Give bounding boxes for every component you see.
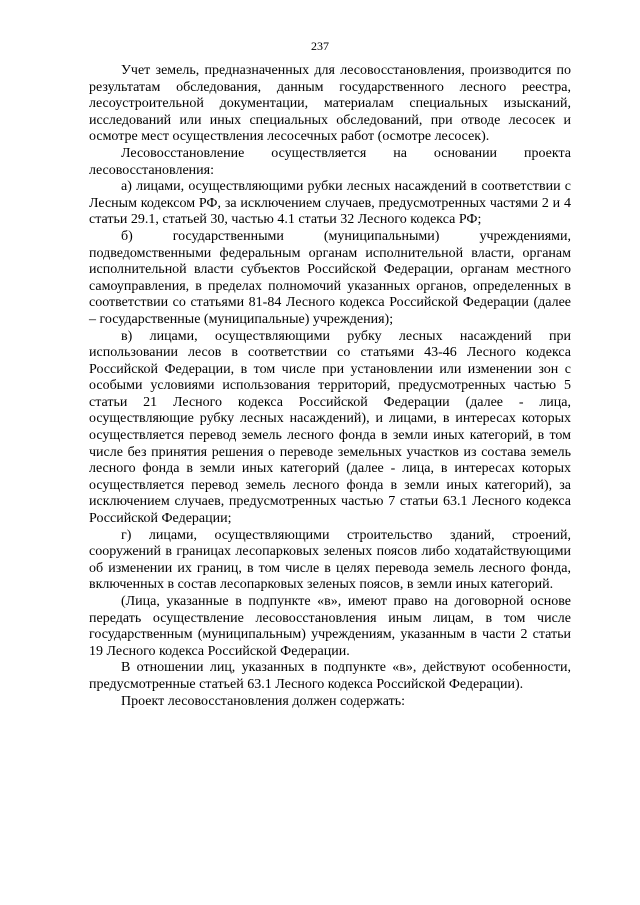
- paragraph-reforestation-basis: Лесовосстановление осуществляется на основании проекта лесовосстановления:: [89, 145, 571, 178]
- list-item-b: б) государственными (муниципальными) учреждениями, подведомственными федеральным органам исполнительной власти, органам исполнительной власти субъектов Российской Федерации, органам местного самоуправления, в пределах полномочий указанных органов, определенных в соответствии со статьями 81-84 Лесного кодекса Российской Федерации (далее – государственные (муниципальные) учреждения);: [89, 228, 571, 327]
- list-item-a: а) лицами, осуществляющими рубки лесных насаждений в соответствии с Лесным кодексом РФ, за исключением случаев, предусмотренных частями 2 и 4 статьи 29.1, статьей 30, частью 4.1 статьи 32 Лесного кодекса РФ;: [89, 179, 571, 228]
- page-number: 237: [311, 39, 329, 53]
- paragraph-note-specifics: В отношении лиц, указанных в подпункте «в», действуют особенности, предусмотренные статьей 63.1 Лесного кодекса Российской Федерации).: [89, 660, 571, 692]
- document-body: [89, 63, 571, 710]
- paragraph-note-rights: (Лица, указанные в подпункте «в», имеют право на договорной основе передать осуществление лесовосстановления иным лицам, в том числе государственным (муниципальным) учреждениям, указанным в части 2 статьи 19 Лесного кодекса Российской Федерации.: [89, 594, 571, 659]
- list-item-v: в) лицами, осуществляющими рубку лесных насаждений при использовании лесов в соответствии со статьями 43-46 Лесного кодекса Российской Федерации, в том числе при установлении или изменении зон с особыми условиями использования территорий, предусмотренных частью 5 статьи 21 Лесного кодекса Российской Федерации (далее - лица, осуществляющие рубку лесных насаждений), и лицами, в интересах которых осуществляется перевод земель лесного фонда в земли иных категорий, в том числе без принятия решения о переводе земельных участков из состава земель лесного фонда в земли иных категорий (далее - лица, в интересах которых осуществляется перевод земель лесного фонда в земли иных категорий), за исключением случаев, предусмотренных частью 7 статьи 63.1 Лесного кодекса Российской Федерации;: [89, 328, 571, 527]
- paragraph-land-accounting: Учет земель, предназначенных для лесовосстановления, производится по результатам обследования, данным государственного лесного реестра, лесоустроительной документации, материалам специальных изысканий, исследований или иных специальных обследований, при отводе лесосек и осмотре мест осуществления лесосечных работ (осмотре лесосек).: [89, 63, 571, 145]
- paragraph-project-contents: Проект лесовосстановления должен содержать:: [121, 693, 406, 709]
- list-item-g: г) лицами, осуществляющими строительство зданий, строений, сооружений в границах лесопарковых зеленых поясов либо ходатайствующими об изменении их границ, в том числе в целях перевода земель лесного фонда, включенных в состав лесопарковых зеленых поясов, в земли иных категорий.: [89, 527, 571, 593]
